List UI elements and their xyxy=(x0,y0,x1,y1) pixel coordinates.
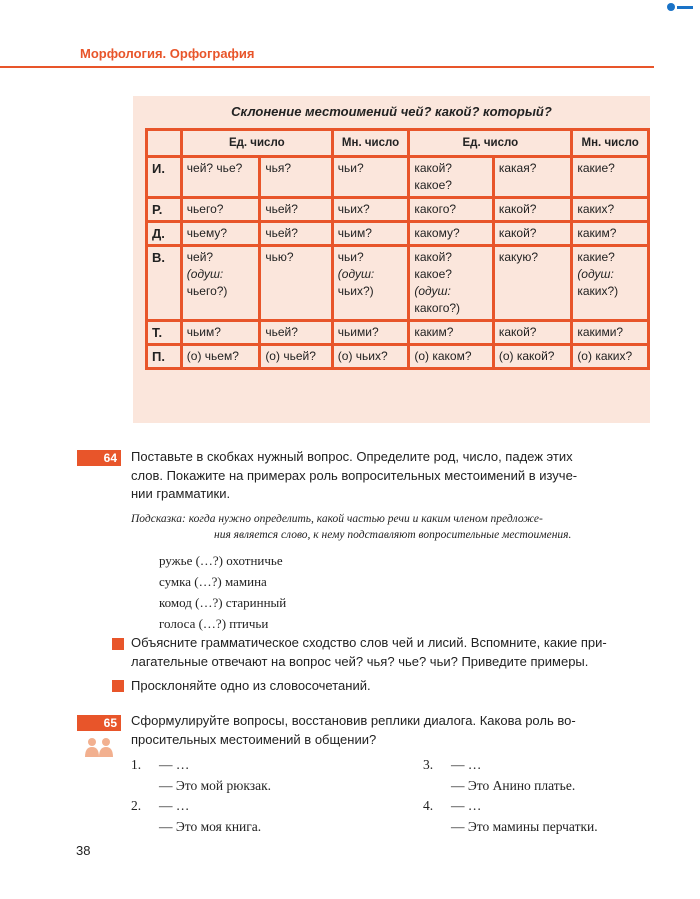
table-title: Склонение местоимений чей? какой? который? xyxy=(231,104,552,119)
exercise-number-badge: 65 xyxy=(77,715,121,731)
exercise-number-badge: 64 xyxy=(77,450,121,466)
table-row: Д. чьему? чьей? чьим? какому? какой? каким? xyxy=(147,222,649,246)
list-item: комод (…?) старинный xyxy=(159,595,287,610)
table-row: П. (о) чьем? (о) чьей? (о) чьих? (о) каком? (о) какой? (о) каких? xyxy=(147,345,649,369)
declension-table xyxy=(145,128,650,370)
hint-text: Подсказка: когда нужно определить, какой частью речи и каким членом предложе- ния является слово, к нему подставляют вопросительные местоимения. xyxy=(131,513,572,541)
publisher-logo-icon xyxy=(666,2,694,12)
task-text: Просклоняйте одно из словосочетаний. xyxy=(131,678,371,693)
pair-work-icon xyxy=(83,737,115,757)
declension-table-panel xyxy=(133,96,650,423)
table-header-row xyxy=(147,130,649,157)
list-item: голоса (…?) птичьи xyxy=(159,616,269,631)
exercise-64-text: Поставьте в скобках нужный вопрос. Определите род, число, падеж этих слов. Покажите на примерах роль вопросительных местоимений в изуче- нии грамматики. xyxy=(131,449,578,501)
list-item: сумка (…?) мамина xyxy=(159,574,267,589)
header-cell: Ед. число xyxy=(181,130,332,157)
word-list xyxy=(159,550,286,634)
page-number: 38 xyxy=(76,843,91,858)
header-cell: Мн. число xyxy=(572,130,649,157)
list-item: ружье (…?) охотничье xyxy=(159,553,283,568)
table-row: В. чей? (одуш: чьего?) чью? чьи? (одуш: чьих?) какой? какое? (одуш: какого?) какую? какие? (одуш: каких?) xyxy=(147,246,649,321)
table-row: Р. чьего? чьей? чьих? какого? какой? каких? xyxy=(147,198,649,222)
task-bullet-icon xyxy=(112,680,124,692)
table-row: И. чей? чье? чья? чьи? какой? какое? какая? какие? xyxy=(147,157,649,198)
exercise-65-text: Сформулируйте вопросы, восстановив реплики диалога. Какова роль во- просительных местоимений в общении? xyxy=(131,713,576,747)
task-bullet-icon xyxy=(112,638,124,650)
header-cell: Мн. число xyxy=(332,130,409,157)
table-row: Т. чьим? чьей? чьими? каким? какой? какими? xyxy=(147,321,649,345)
header-cell: Ед. число xyxy=(409,130,572,157)
page-section-title: Морфология. Орфография xyxy=(80,46,255,61)
task-text: Объясните грамматическое сходство слов чей и лисий. Вспомните, какие при- лагательные отвечают на вопрос чей? чья? чье? чьи? Приведите примеры. xyxy=(131,635,607,669)
